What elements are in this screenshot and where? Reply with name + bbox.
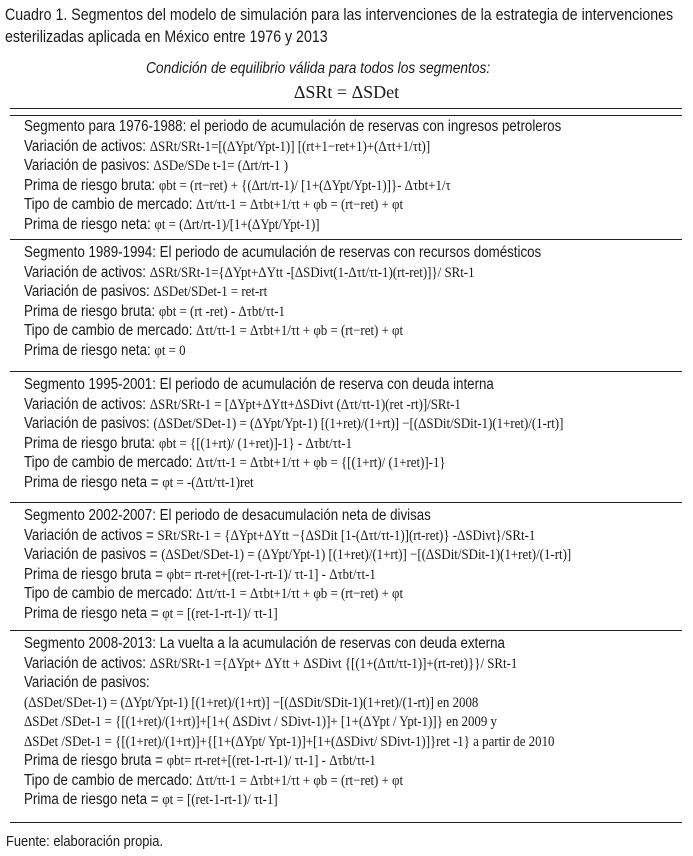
row-label: Prima de riesgo neta = <box>24 604 163 622</box>
segment-row <box>24 341 678 361</box>
row-equation: Δτt/τt-1 = Δτbt+1/τt + φb = {[(1+rt)/ (1+ret)]-1} <box>196 455 446 471</box>
row-label: Prima de riesgo neta: <box>24 341 155 359</box>
divider-segment <box>10 630 682 631</box>
segment-row <box>24 176 678 196</box>
row-equation: ΔSRt/SRt-1 = [ΔYpt+ΔYtt+ΔSDivt (Δτt/τt-1)(ret -rt)]/SRt-1 <box>149 396 461 413</box>
segment-row <box>24 654 678 674</box>
row-equation: ΔSDet /SDet-1 = {[(1+ret)/(1+rt)]+[1+( ΔSDivt / SDivt-1)]+ [1+(ΔYpt / Ypt-1)]} en 2009 y <box>24 714 497 730</box>
segment-row <box>24 790 678 810</box>
segment-row <box>24 302 678 322</box>
row-label: Tipo de cambio de mercado: <box>24 585 197 602</box>
row-equation: SRt/SRt-1 = {ΔYpt+ΔYtt −{ΔSDit [1-(Δτt/τt-1)](rt-ret)} -ΔSDivt}/SRt-1 <box>157 527 536 544</box>
row-equation: ΔSDet /SDet-1 = {[(1+ret)/(1+rt)]+{[1+(ΔYpt/ Ypt-1)]+[1+(ΔSDivt/ SDivt-1)]}ret -1} a partir de 2010 <box>24 733 555 750</box>
equilibrium-condition-label <box>0 60 693 78</box>
table-title-line-2: esterilizadas aplicada en México entre 1976 y 2013 <box>5 28 328 46</box>
segment-row <box>24 395 678 415</box>
segment-1989-1994 <box>24 243 678 360</box>
row-equation: Δτt/τt-1 = Δτbt+1/τt + φb = (rt−ret) + φt <box>196 772 404 789</box>
segment-row <box>24 156 678 176</box>
segment-row <box>24 473 678 493</box>
row-equation: φbt= rt-ret+[(ret-1-rt-1)/ τt-1] - Δτbt/τt-1 <box>166 566 376 583</box>
row-label: Prima de riesgo neta: <box>24 215 155 233</box>
divider-segment <box>10 371 682 372</box>
equilibrium-condition-label-text: Condición de equilibrio válida para todos los segmentos: <box>146 60 491 77</box>
row-label: Prima de riesgo bruta = <box>24 752 167 769</box>
segment-2002-2007 <box>24 506 678 623</box>
segment-row <box>24 453 678 473</box>
row-equation: Δτt/τt-1 = Δτbt+1/τt + φb = (rt−ret) + φt <box>196 586 404 602</box>
segment-1976-1988 <box>24 117 678 234</box>
row-label: Variación de pasivos = <box>24 546 162 563</box>
row-label: Variación de activos: <box>24 654 150 672</box>
row-equation: ΔSRt/SRt-1 ={ΔYpt+ ΔYtt + ΔSDivt {[(1+(Δτt/τt-1)]+(rt-ret)}}/ SRt-1 <box>149 655 518 672</box>
row-label: Variación de pasivos: <box>24 674 150 691</box>
row-label: Tipo de cambio de mercado: <box>24 454 197 471</box>
segment-row <box>24 673 678 693</box>
row-equation: φt = [(ret-1-rt-1)/ τt-1] <box>162 605 278 622</box>
divider-segment <box>10 239 682 240</box>
row-label: Tipo de cambio de mercado: <box>24 771 197 789</box>
row-equation: Δτt/τt-1 = Δτbt+1/τt + φb = (rt−ret) + φt <box>196 323 404 339</box>
row-label: Prima de riesgo bruta = <box>24 565 167 583</box>
row-equation: ΔSDet/SDet-1 = ret-rt <box>153 284 268 300</box>
divider-top <box>10 108 682 109</box>
divider-segment <box>10 502 682 503</box>
segment-title: Segmento 1989-1994: El periodo de acumulación de reservas con recursos domésticos <box>24 244 542 261</box>
segment-row <box>24 545 678 565</box>
divider-bottom <box>10 822 682 823</box>
row-label: Prima de riesgo bruta: <box>24 302 159 320</box>
row-equation: φt = (Δrt/rt-1)/[1+(ΔYpt/Ypt-1)] <box>154 216 320 233</box>
row-equation: φbt = {[(1+rt)/ (1+ret)]-1} - Δτbt/τt-1 <box>158 435 353 452</box>
row-label: Variación de activos: <box>24 137 150 155</box>
segment-row <box>24 137 678 157</box>
row-equation: φbt = (rt -ret) - Δτbt/τt-1 <box>158 303 286 320</box>
row-label: Prima de riesgo neta = <box>24 473 163 491</box>
equilibrium-condition-equation-text: ΔSRt = ΔSDet <box>293 82 400 102</box>
segment-row <box>24 263 678 283</box>
row-equation: φt = [(ret-1-rt-1)/ τt-1] <box>162 792 278 808</box>
segment-row <box>24 732 678 752</box>
row-equation: (ΔSDet/SDet-1) = (ΔYpt/Ypt-1) [(1+ret)/(1+rt)] −[(ΔSDit/SDit-1)(1+ret)/(1-rt)] <box>153 416 564 432</box>
row-equation: ΔSDe/SDe t-1= (Δrt/rt-1 ) <box>153 158 289 174</box>
row-label: Prima de riesgo neta = <box>24 791 163 808</box>
row-label: Variación de pasivos: <box>24 157 154 174</box>
divider-top-second <box>10 115 682 116</box>
segment-title: Segmento 2002-2007: El periodo de desacumulación neta de divisas <box>24 507 431 524</box>
row-equation: φbt = (rt−ret) + {(Δrt/rt-1)/ [1+(ΔYpt/Ypt-1)]}- Δτbt+1/τ <box>158 177 451 194</box>
row-equation: (ΔSDet/SDet-1) = (ΔYpt/Ypt-1) [(1+ret)/(1+rt)] −[(ΔSDit/SDit-1)(1+ret)/(1-rt)] en 2008 <box>24 694 479 711</box>
segment-row <box>24 693 678 713</box>
row-equation: ΔSRt/SRt-1=[(ΔYpt/Ypt-1)] [(rt+1−ret+1)+(Δτt+1/τt)] <box>149 138 431 155</box>
row-label: Variación de activos: <box>24 395 150 413</box>
row-equation: φbt= rt-ret+[(ret-1-rt-1)/ τt-1] - Δτbt/τt-1 <box>166 753 376 769</box>
row-label: Variación de pasivos: <box>24 415 154 432</box>
row-equation: (ΔSDet/SDet-1) = (ΔYpt/Ypt-1) [(1+ret)/(1+rt)] −[(ΔSDit/SDit-1)(1+ret)/(1-rt)] <box>161 547 572 563</box>
segment-row <box>24 434 678 454</box>
segment-row <box>24 604 678 624</box>
row-label: Variación de activos: <box>24 263 150 281</box>
segment-row <box>24 584 678 604</box>
row-label: Tipo de cambio de mercado: <box>24 322 197 339</box>
source-note: Fuente: elaboración propia. <box>6 833 164 850</box>
segment-row <box>24 414 678 434</box>
segment-row <box>24 712 678 732</box>
row-label: Tipo de cambio de mercado: <box>24 196 197 213</box>
segment-row <box>24 526 678 546</box>
row-label: Variación de activos = <box>24 526 158 544</box>
segment-row <box>24 195 678 215</box>
segment-row <box>24 771 678 791</box>
row-equation: φt = -(Δτt/τt-1)ret <box>162 474 254 491</box>
segment-title: Segmento para 1976-1988: el periodo de acumulación de reservas con ingresos petroleros <box>24 118 562 135</box>
row-label: Variación de pasivos: <box>24 283 154 300</box>
segment-1995-2001 <box>24 375 678 492</box>
row-label: Prima de riesgo bruta: <box>24 434 159 452</box>
row-equation: ΔSRt/SRt-1={ΔYpt+ΔYtt -[ΔSDivt(1-Δτt/τt-1)(rt-ret)]}/ SRt-1 <box>149 264 475 281</box>
row-equation: φt = 0 <box>154 342 186 359</box>
equilibrium-condition-equation <box>0 82 693 103</box>
table-title <box>5 4 676 48</box>
segment-row <box>24 321 678 341</box>
segment-row <box>24 751 678 771</box>
segment-row <box>24 565 678 585</box>
row-equation: Δτt/τt-1 = Δτbt+1/τt + φb = (rt−ret) + φt <box>196 197 404 213</box>
segment-row <box>24 282 678 302</box>
table-title-line-1: Cuadro 1. Segmentos del modelo de simulación para las intervenciones de la estrategia de intervenciones <box>5 6 674 24</box>
row-label: Prima de riesgo bruta: <box>24 176 159 194</box>
segment-row <box>24 215 678 235</box>
segment-2008-2013 <box>24 634 678 810</box>
segment-title: Segmento 2008-2013: La vuelta a la acumulación de reservas con deuda externa <box>24 635 505 652</box>
segment-title: Segmento 1995-2001: El periodo de acumulación de reserva con deuda interna <box>24 376 494 393</box>
